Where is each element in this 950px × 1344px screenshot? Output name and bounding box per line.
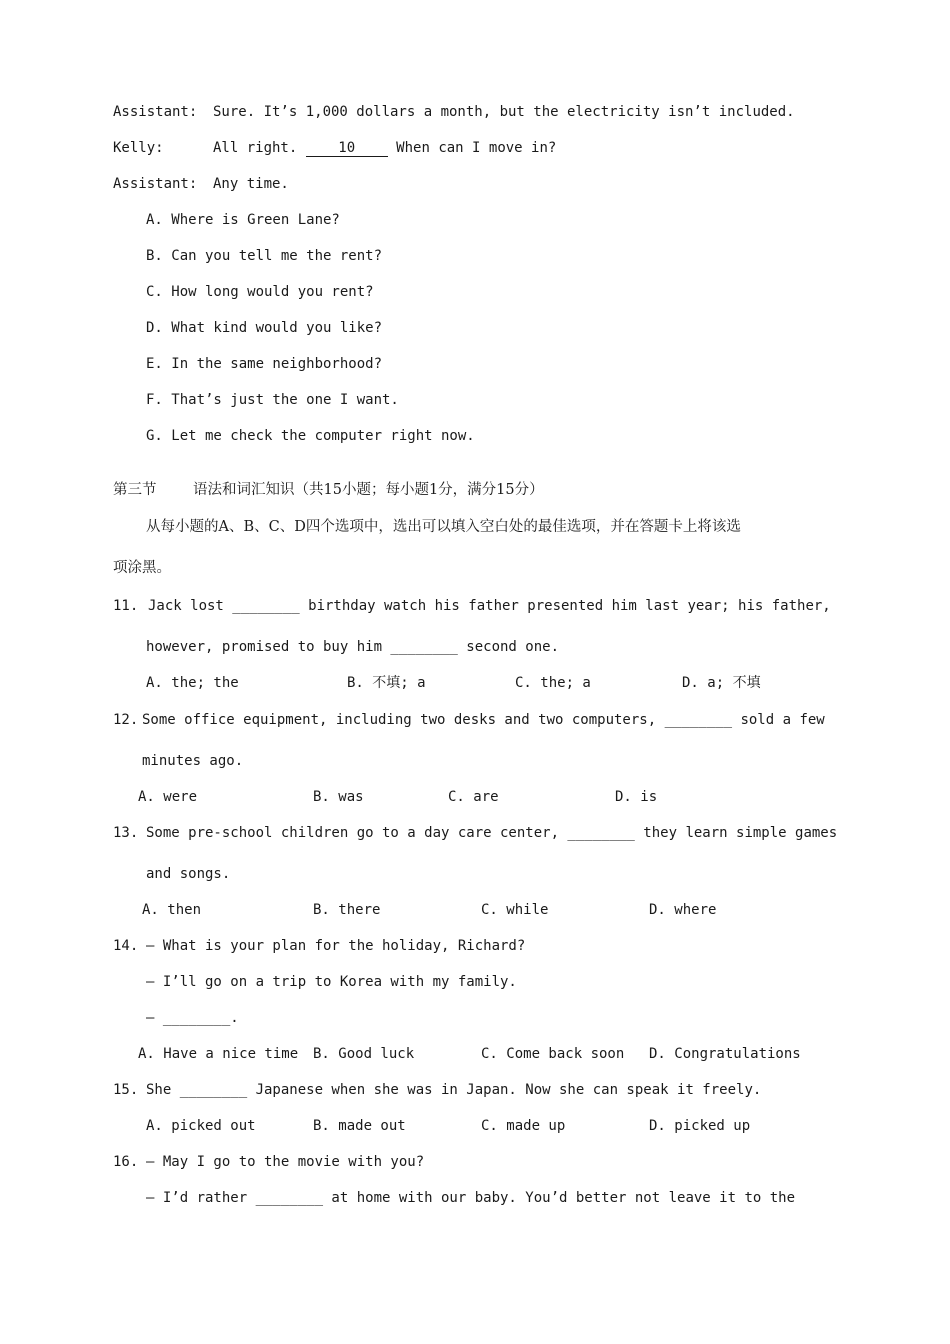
- choice-item: A. Where is Green Lane?: [146, 212, 340, 228]
- answer-option[interactable]: D. a; 不填: [682, 675, 761, 691]
- question-number: 13.: [113, 825, 139, 841]
- dialogue-line: All right. 10 When can I move in?: [213, 140, 557, 156]
- section-title: 第三节: [113, 482, 157, 498]
- choice-item: G. Let me check the computer right now.: [146, 428, 475, 444]
- section-subtitle: 语法和词汇知识（共15小题；每小题1分，满分15分）: [193, 482, 544, 498]
- answer-option[interactable]: B. was: [313, 789, 364, 805]
- choice-item: F. That’s just the one I want.: [146, 392, 399, 408]
- answer-option[interactable]: A. Have a nice time: [138, 1046, 299, 1062]
- section-instruction: 项涂黑。: [113, 560, 171, 576]
- answer-option[interactable]: D. is: [615, 789, 658, 805]
- dialogue-speaker: Assistant:: [113, 176, 198, 192]
- question-text: — ________.: [146, 1010, 239, 1026]
- question-number: 14.: [113, 938, 139, 954]
- answer-option[interactable]: D. picked up: [649, 1118, 751, 1134]
- answer-option[interactable]: D. Congratulations: [649, 1046, 801, 1062]
- answer-option[interactable]: C. the; a: [515, 675, 591, 691]
- choice-item: B. Can you tell me the rent?: [146, 248, 383, 264]
- dialogue-speaker: Assistant:: [113, 104, 198, 120]
- question-number: 16.: [113, 1154, 139, 1170]
- question-number: 12.: [113, 712, 139, 728]
- choice-item: C. How long would you rent?: [146, 284, 374, 300]
- answer-option[interactable]: C. are: [448, 789, 499, 805]
- answer-option[interactable]: D. where: [649, 902, 717, 918]
- question-text: Jack lost ________ birthday watch his father presented him last year; his father,: [148, 598, 831, 614]
- section-instruction: 从每小题的A、B、C、D四个选项中，选出可以填入空白处的最佳选项，并在答题卡上将该选: [146, 519, 741, 535]
- answer-option[interactable]: C. while: [481, 902, 549, 918]
- answer-option[interactable]: B. there: [313, 902, 381, 918]
- question-text: and songs.: [146, 866, 231, 882]
- choice-item: E. In the same neighborhood?: [146, 356, 383, 372]
- answer-option[interactable]: B. 不填; a: [347, 675, 426, 691]
- question-text: Some pre-school children go to a day care center, ________ they learn simple games: [146, 825, 838, 841]
- answer-option[interactable]: A. were: [138, 789, 198, 805]
- dialogue-line: Sure. It’s 1,000 dollars a month, but the electricity isn’t included.: [213, 104, 795, 120]
- question-text: minutes ago.: [142, 753, 244, 769]
- choice-item: D. What kind would you like?: [146, 320, 383, 336]
- question-text: — I’ll go on a trip to Korea with my family.: [146, 974, 517, 990]
- answer-option[interactable]: A. the; the: [146, 675, 239, 691]
- answer-blank[interactable]: 10: [306, 140, 388, 157]
- question-number: 15.: [113, 1082, 139, 1098]
- question-text: — What is your plan for the holiday, Richard?: [146, 938, 526, 954]
- dialogue-line: Any time.: [213, 176, 289, 192]
- answer-option[interactable]: C. made up: [481, 1118, 566, 1134]
- question-number: 11.: [113, 598, 139, 614]
- dialogue-speaker: Kelly:: [113, 140, 164, 156]
- question-text: however, promised to buy him ________ second one.: [146, 639, 560, 655]
- answer-option[interactable]: B. made out: [313, 1118, 406, 1134]
- question-text: — I’d rather ________ at home with our baby. You’d better not leave it to the: [146, 1190, 796, 1206]
- answer-option[interactable]: A. then: [142, 902, 202, 918]
- question-text: Some office equipment, including two desks and two computers, ________ sold a few: [142, 712, 825, 728]
- answer-option[interactable]: C. Come back soon: [481, 1046, 625, 1062]
- question-text: She ________ Japanese when she was in Japan. Now she can speak it freely.: [146, 1082, 762, 1098]
- question-text: — May I go to the movie with you?: [146, 1154, 425, 1170]
- answer-option[interactable]: A. picked out: [146, 1118, 256, 1134]
- answer-option[interactable]: B. Good luck: [313, 1046, 415, 1062]
